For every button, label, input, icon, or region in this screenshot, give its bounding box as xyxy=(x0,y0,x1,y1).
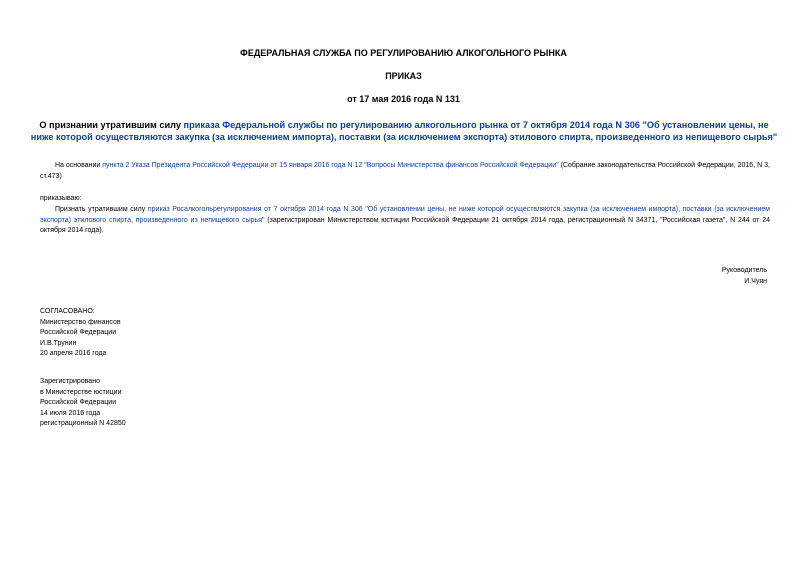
decision-paragraph xyxy=(40,205,770,237)
registered-line: регистрационный N 42850 xyxy=(40,420,126,427)
agreed-line: 20 апреля 2016 года xyxy=(40,350,107,357)
signature-block xyxy=(722,266,767,287)
agreed-block xyxy=(40,307,121,360)
registered-line: 14 июля 2016 года xyxy=(40,409,101,417)
agreed-line: Министерство финансов xyxy=(40,318,121,326)
decision-suffix: (зарегистрирован Министерством юстиции Российской Федерации 21 октября 2014 года, регистрационный N 34371, "Российская газета", N 244 от 24 октября 2014 года). xyxy=(40,216,770,234)
decision-link[interactable]: приказ Росалкогольрегулирования от 7 октября 2014 года N 306 "Об установлении цены, не ниже которой осуществляются закупка (за исключением импорта), поставки (за исключением экспорта) этилового спирта, произведенного из непищевого сырья" xyxy=(40,206,770,224)
doc-type: ПРИКАЗ xyxy=(385,71,422,81)
basis-link[interactable]: пункта 2 Указа Президента Российской Федерации от 15 января 2016 года N 12 "Вопросы Министерства финансов Российской Федерации" xyxy=(102,162,559,169)
agency-name: ФЕДЕРАЛЬНАЯ СЛУЖБА ПО РЕГУЛИРОВАНИЮ АЛКОГОЛЬНОГО РЫНКА xyxy=(240,48,567,58)
registered-block xyxy=(40,377,126,430)
decision-prefix: Признать утратившим силу xyxy=(55,206,148,213)
registered-line: Зарегистрировано xyxy=(40,378,100,385)
order-word: приказываю: xyxy=(40,195,82,202)
basis-suffix: (Собрание законодательства Российской Федерации, 2016, N 3, ст.473) xyxy=(40,162,770,180)
doc-title-link[interactable]: приказа Федеральной службы по регулированию алкогольного рынка от 7 октября 2014 года N 306 "Об установлении цены, не ниже которой осуществляются закупка (за исключением импорта), поставки (за исключением экспорта) этилового спирта, произведенного из непищевого сырья" xyxy=(30,120,778,142)
registered-line: в Министерстве юстиции xyxy=(40,388,122,396)
agreed-line: СОГЛАСОВАНО: xyxy=(40,308,95,315)
doc-title xyxy=(30,119,778,143)
basis-prefix: На основании xyxy=(55,162,103,169)
basis-paragraph xyxy=(40,161,770,182)
agreed-line: И.В.Трунин xyxy=(40,339,77,347)
signature-name: И.Чуян xyxy=(744,277,767,285)
doc-date-number: от 17 мая 2016 года N 131 xyxy=(347,94,460,104)
doc-title-prefix: О признании утратившим силу xyxy=(39,120,184,130)
signature-position: Руководитель xyxy=(721,267,767,274)
registered-line: Российской Федерации xyxy=(40,399,117,406)
agreed-line: Российской Федерации xyxy=(40,329,117,336)
